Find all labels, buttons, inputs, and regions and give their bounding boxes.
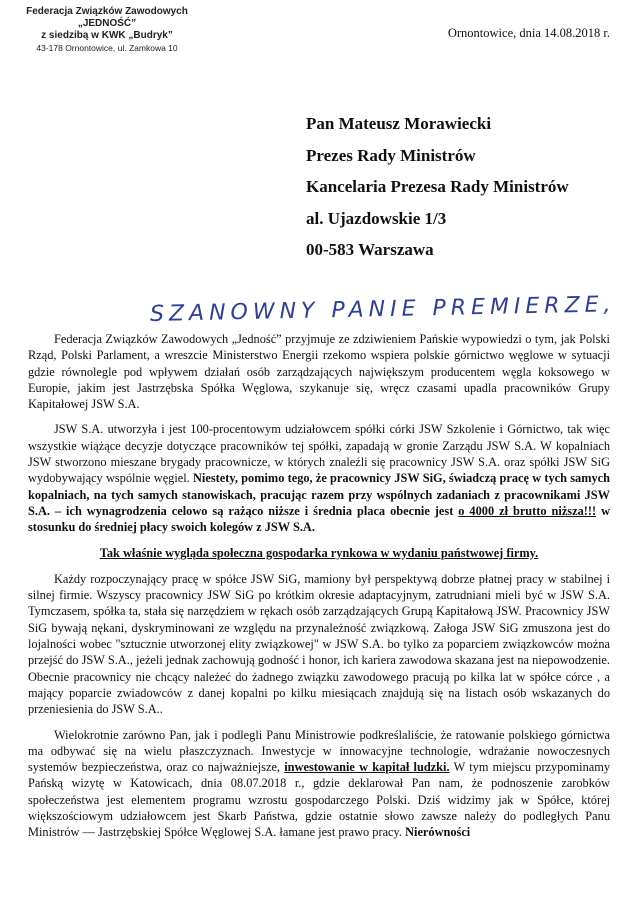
paragraph-4 bbox=[28, 727, 610, 841]
sender-address: 43-178 Ornontowice, ul. Zamkowa 10 bbox=[36, 43, 178, 53]
letter-body bbox=[28, 331, 610, 850]
recipient-name: Pan Mateusz Morawiecki bbox=[306, 114, 492, 133]
place-and-date: Ornontowice, dnia 14.08.2018 r. bbox=[447, 26, 610, 40]
sender-name: Federacja Związków Zawodowych bbox=[26, 6, 188, 17]
paragraph-2 bbox=[28, 421, 610, 535]
recipient-office: Kancelaria Prezesa Rady Ministrów bbox=[306, 177, 569, 196]
recipient-street: al. Ujazdowskie 1/3 bbox=[306, 208, 447, 228]
paragraph-1: Federacja Związków Zawodowych „Jedność” przyjmuje ze zdziwieniem Pańskie wypowiedzi o tym, jak Polski Rząd, Polski Parlament, a wreszcie Ministerstwo Energii rzekomo wspiera polskie górnictwo węglowe w sytuacji gdzie równolegle pod wpływem działań osób zarządzających największym producentem węgla koksowego w Europie, jakim jest Jastrzębska Spółka Węglowa, szykanuje się, wręcz czasami upadla pracowników Grupy Kapitałowej JSW S.A. bbox=[28, 332, 610, 412]
sender-block bbox=[22, 6, 192, 54]
paragraph-2-emphasis: Niestety, pomimo tego, że pracownicy JSW SiG, świadczą pracę w tych samych kopalniach, na tych samych stanowiskach, pracując razem przy wspólnych zadaniach z pracownikami JSW S.A. – ich wynagrodzenia celowo są rażąco niższe i średnia placa obecnie jest bbox=[28, 471, 610, 518]
human-capital-phrase: inwestowanie w kapitał ludzki. bbox=[284, 760, 450, 775]
recipient-title: Prezes Rady Ministrów bbox=[306, 145, 476, 165]
handwritten-salutation: SZANOWNY PANIE PREMIERZE, bbox=[149, 292, 616, 327]
sender-union-name: „JEDNOŚĆ” bbox=[77, 18, 137, 29]
sender-seat: z siedzibą w KWK „Budryk” bbox=[41, 30, 173, 41]
paragraph-4-trailing: Nierówności bbox=[405, 825, 471, 840]
paragraph-2-ending: w stosunku do średniej płacy swoich kolegów z JSW S.A. bbox=[28, 503, 610, 535]
recipient-block bbox=[306, 108, 569, 266]
recipient-city: 00-583 Warszawa bbox=[306, 240, 434, 259]
paragraph-3: Każdy rozpoczynający pracę w spółce JSW SiG, mamiony był perspektywą dobrze płatnej pracy w stabilnej i silnej firmie. Wszyscy pracownicy JSW SiG po krótkim okresie adaptacyjnym, zatrudniani mieli być w JSW S.A. Tymczasem, spółka ta, stała się narzędziem w rękach osób zarządzających Grupą Kapitałową JSW. Pracownicy JSW SiG bywają nękani, dyskryminowani ze względu na przynależność związkową. Załoga JSW SiG zmuszona jest do lojalności wobec "sztucznie utworzonej elity związkowej" w JSW S.A. bo tylko za poparciem związkowców można przejść do JSW S.A., jeżeli jednak zachowują godność i honor, ich kariera zawodowa skazana jest na niepowodzenie. Obecnie pracownicy nie chcący należeć do żadnego związku zawodowego pracują po kilka lat w spółce córce , a mający poparcie zwiadowców z danej kopalni po kilku miesiącach znajdują się na listach osób wskazanych do przeniesienia do JSW S.A.. bbox=[28, 571, 610, 717]
paragraph-4-body: W tym miejscu przypominamy Pańską wizytę w Katowicach, dnia 08.07.2018 r., gdzie deklarował Pan nam, że podnoszenie zarobków społeczeństwa jest elementem programu wzrostu gospodarczego Polski. Dziś widzimy jak w Spółce, której większościowym udziałowcem jest Skarb Państwa, gdzie ostatnie słowo zawsze należy do podległych Panu Ministrów — Jastrzębskiej Spółce Węglowej S.A. łamane jest prawo pracy. bbox=[28, 760, 610, 840]
salary-gap: o 4000 zł brutto niższa!!! bbox=[458, 503, 597, 518]
paragraph-4-intro: Wielokrotnie zarówno Pan, jak i podlegli Panu Ministrowie podkreślaliście, że ratowanie polskiego górnictwa ma odbywać się na wielu płaszczyznach. Inwestycje w innowacyjne technologie, wdrażanie nowoczesnych systemów bezpieczeństwa, oraz co najważniejsze, bbox=[28, 727, 610, 775]
section-heading: Tak właśnie wygląda społeczna gospodarka rynkowa w wydaniu państwowej firmy. bbox=[99, 545, 539, 560]
paragraph-2-intro: JSW S.A. utworzyła i jest 100-procentowym udziałowcem spółki córki JSW Szkolenie i Górnictwo, tak więc wszystkie wiążące decyzje dotyczące pracowników tej spółki, zapadają w gronie Zarządu JSW S.A. W kopalniach JSW stworzono mieszane brygady pracownicze, w których znaleźli się pracownicy JSW S.A. oraz spółki JSW SiG wydobywający wspólnie węgiel. bbox=[28, 422, 610, 486]
